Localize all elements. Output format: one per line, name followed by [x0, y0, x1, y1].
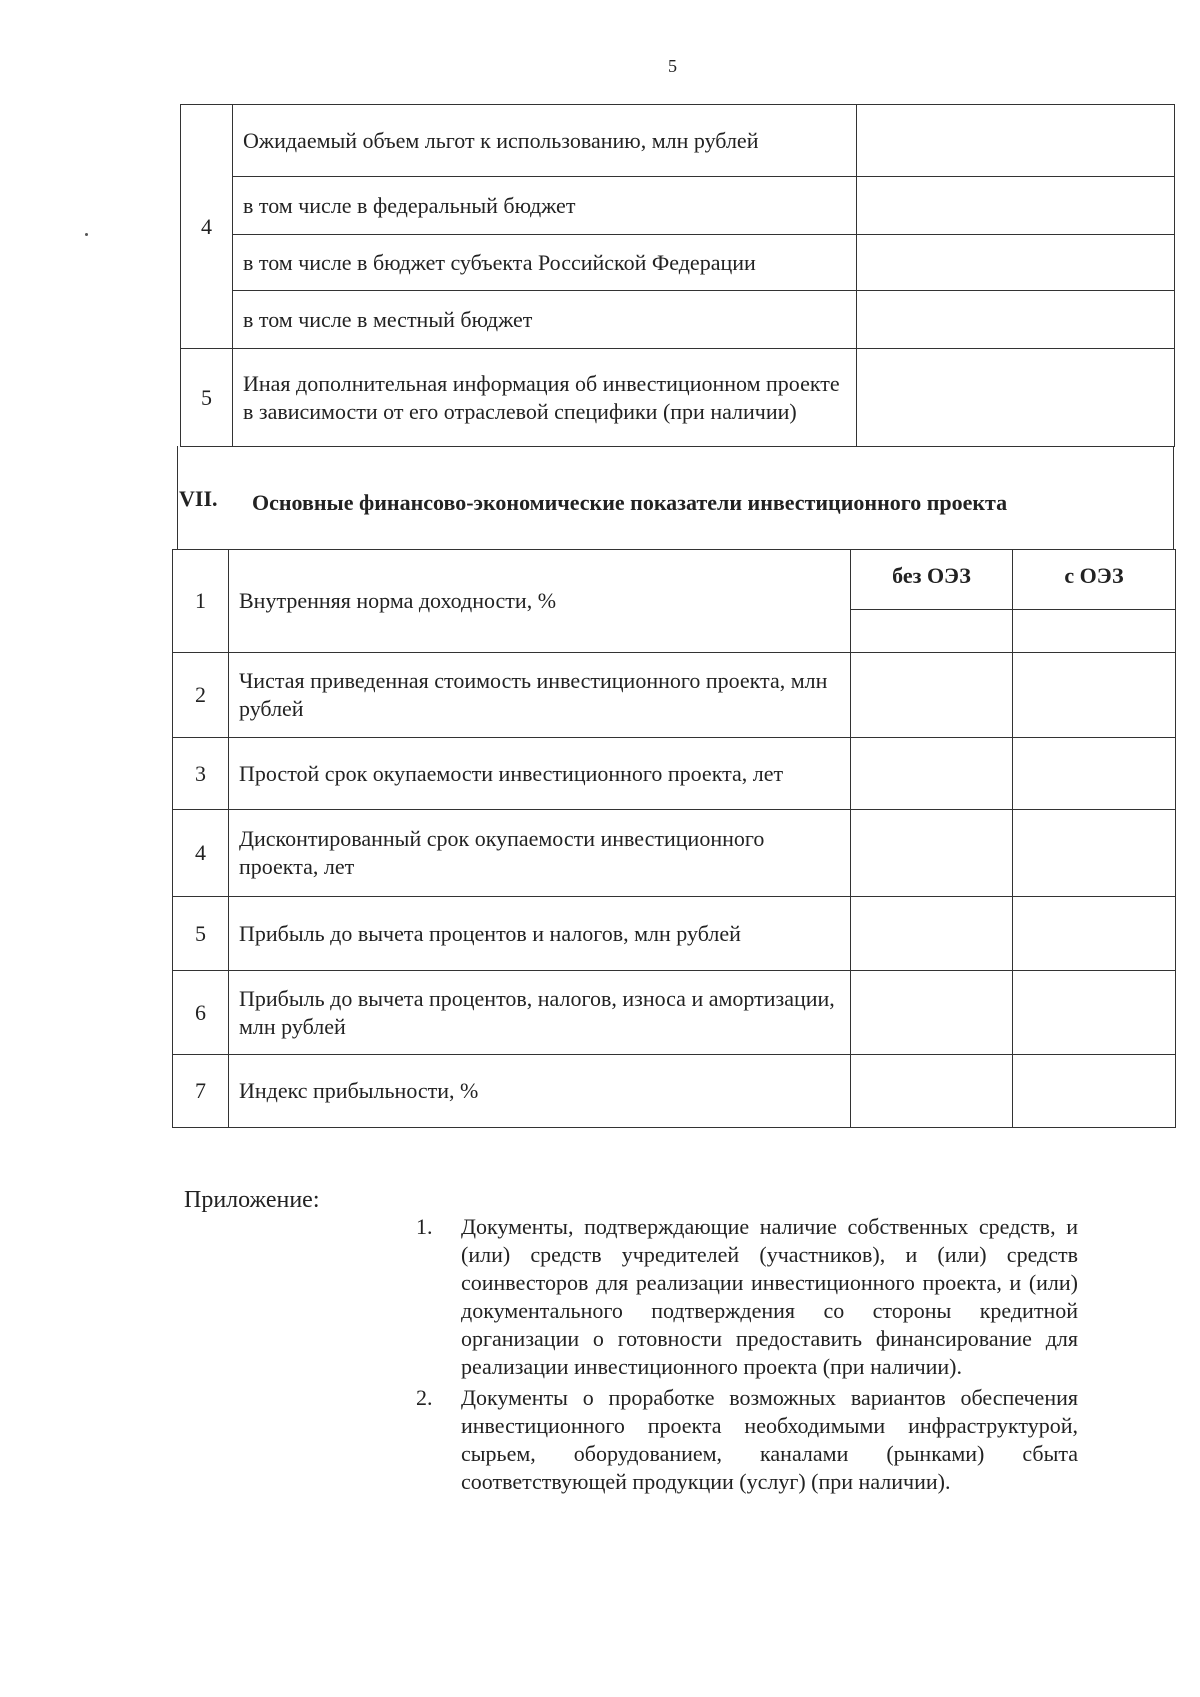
- value-with-sez[interactable]: [1013, 738, 1176, 810]
- federal-budget-value[interactable]: [857, 177, 1175, 235]
- appendix-item-text: Документы о проработке возможных вариантов обеспечения инвестиционного проекта необходимыми инфраструктурой, сырьем, оборудованием, каналами (рынками) сбыта соответствующей продукции (услуг) (при наличии).: [461, 1385, 1078, 1494]
- section-vii-number: VII.: [179, 486, 218, 511]
- value-with-sez[interactable]: [1013, 971, 1176, 1055]
- regional-budget-value[interactable]: [857, 235, 1175, 291]
- row-5-number: 5: [181, 349, 233, 447]
- value-without-sez[interactable]: [851, 738, 1013, 810]
- indicator-row-number: 6: [173, 971, 229, 1055]
- indicator-row-number: 3: [173, 738, 229, 810]
- indicator-row-label: Простой срок окупаемости инвестиционного проекта, лет: [229, 738, 851, 810]
- indicator-row-label: Внутренняя норма доходности, %: [229, 550, 851, 653]
- expected-benefits-label: Ожидаемый объем льгот к использованию, млн рублей: [233, 105, 857, 177]
- appendix-item: [416, 1213, 1078, 1381]
- appendix-item-number: 2.: [416, 1385, 433, 1410]
- indicator-row-label: Прибыль до вычета процентов, налогов, износа и амортизации, млн рублей: [229, 971, 851, 1055]
- section-vii-title: Основные финансово-экономические показатели инвестиционного проекта: [252, 490, 1008, 515]
- value-without-sez[interactable]: [851, 971, 1013, 1055]
- appendix-item: [416, 1384, 1078, 1496]
- appendix-list: [416, 1213, 1078, 1499]
- indicator-row-number: 1: [173, 550, 229, 653]
- indicator-row-label: Индекс прибыльности, %: [229, 1055, 851, 1128]
- expected-benefits-value[interactable]: [857, 105, 1175, 177]
- regional-budget-label: в том числе в бюджет субъекта Российской Федерации: [233, 235, 857, 291]
- value-with-sez[interactable]: [1013, 653, 1176, 738]
- local-budget-value[interactable]: [857, 291, 1175, 349]
- indicator-row-number: 2: [173, 653, 229, 738]
- indicator-row-label: Дисконтированный срок окупаемости инвестиционного проекта, лет: [229, 810, 851, 897]
- value-with-sez[interactable]: [1013, 1055, 1176, 1128]
- col-with-sez: с ОЭЗ: [1013, 550, 1176, 610]
- local-budget-label: в том числе в местный бюджет: [233, 291, 857, 349]
- appendix-item-number: 1.: [416, 1214, 433, 1239]
- indicator-row-label: Прибыль до вычета процентов и налогов, млн рублей: [229, 897, 851, 971]
- scan-speck: [85, 233, 88, 236]
- indicator-row-number: 4: [173, 810, 229, 897]
- additional-info-label: Иная дополнительная информация об инвестиционном проекте в зависимости от его отраслевой специфики (при наличии): [233, 349, 857, 447]
- indicators-table: [172, 549, 1176, 1128]
- value-without-sez[interactable]: [851, 897, 1013, 971]
- value-with-sez[interactable]: [1013, 610, 1176, 653]
- additional-info-value[interactable]: [857, 349, 1175, 447]
- page-number: 5: [668, 56, 677, 76]
- value-with-sez[interactable]: [1013, 897, 1176, 971]
- col-without-sez: без ОЭЗ: [851, 550, 1013, 610]
- section-vii-header: [177, 446, 1174, 549]
- value-without-sez[interactable]: [851, 653, 1013, 738]
- benefits-table: [180, 104, 1175, 447]
- indicator-row-number: 5: [173, 897, 229, 971]
- indicator-row-label: Чистая приведенная стоимость инвестиционного проекта, млн рублей: [229, 653, 851, 738]
- value-with-sez[interactable]: [1013, 810, 1176, 897]
- federal-budget-label: в том числе в федеральный бюджет: [233, 177, 857, 235]
- appendix-item-text: Документы, подтверждающие наличие собственных средств, и (или) средств учредителей (участников), и (или) средств соинвесторов для реализации инвестиционного проекта, и (или) документального подтверждения со стороны кредитной организации о готовности предоставить финансирование для реализации инвестиционного проекта (при наличии).: [461, 1214, 1078, 1379]
- value-without-sez[interactable]: [851, 1055, 1013, 1128]
- value-without-sez[interactable]: [851, 610, 1013, 653]
- value-without-sez[interactable]: [851, 810, 1013, 897]
- appendix-label: Приложение:: [184, 1187, 320, 1213]
- indicator-row-number: 7: [173, 1055, 229, 1128]
- row-4-number: 4: [181, 105, 233, 349]
